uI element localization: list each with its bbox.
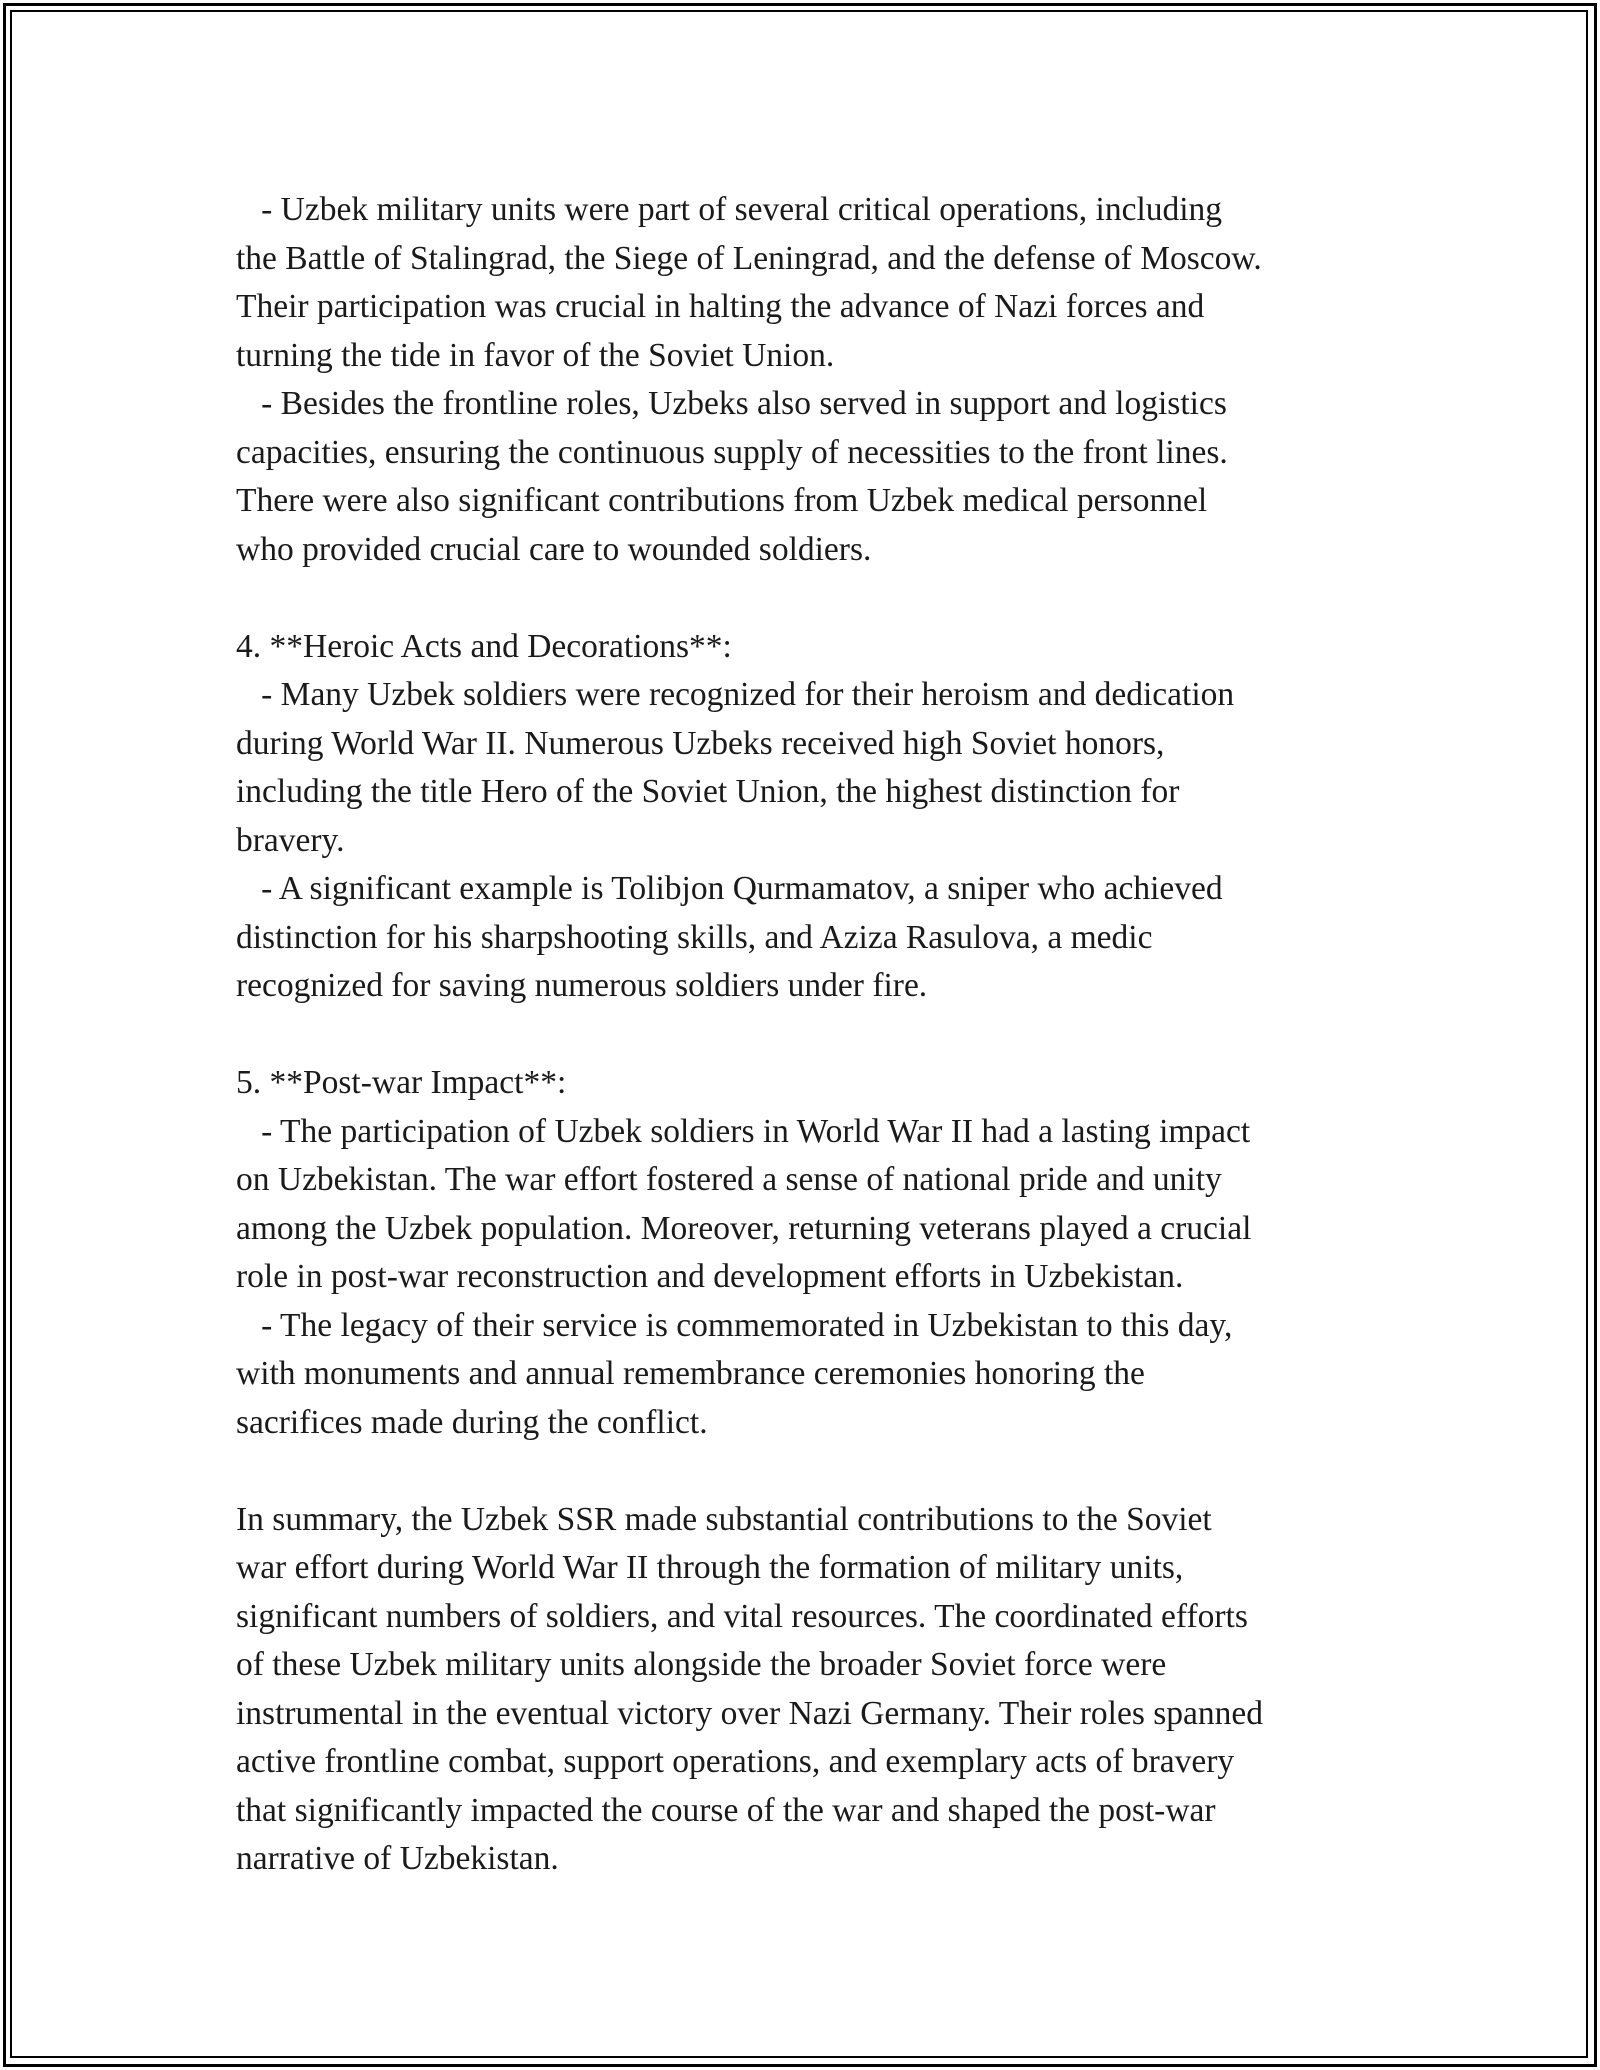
text-line: capacities, ensuring the continuous supply of necessities to the front lines. (236, 433, 1228, 471)
text-line: active frontline combat, support operations, and exemplary acts of bravery (236, 1743, 1235, 1780)
text-line: Their participation was crucial in halting the advance of Nazi forces and (236, 288, 1205, 325)
section-heading-heroic-acts (236, 623, 1396, 672)
text-line: turning the tide in favor of the Soviet Union. (236, 336, 835, 374)
text-line: significant numbers of soldiers, and vital resources. The coordinated efforts (236, 1597, 1248, 1635)
text-line: In summary, the Uzbek SSR made substantial contributions to the Soviet (236, 1500, 1212, 1538)
blank-line (236, 1011, 1396, 1060)
text-line: among the Uzbek population. Moreover, returning veterans played a crucial (236, 1209, 1252, 1247)
text-line: war effort during World War II through the formation of military units, (236, 1549, 1184, 1586)
text-line: - The legacy of their service is commemorated in Uzbekistan to this day, (236, 1306, 1233, 1344)
bullet-heroism-honors (236, 671, 1396, 865)
text-line: the Battle of Stalingrad, the Siege of Leningrad, and the defense of Moscow. (236, 239, 1262, 277)
blank-line (236, 1447, 1396, 1496)
text-line: on Uzbekistan. The war effort fostered a sense of national pride and unity (236, 1161, 1222, 1198)
bullet-lasting-impact (236, 1108, 1396, 1302)
text-line: instrumental in the eventual victory over Nazi Germany. Their roles spanned (236, 1694, 1264, 1732)
text-line: narrative of Uzbekistan. (236, 1840, 559, 1877)
bullet-significant-example (236, 865, 1396, 1011)
text-line: bravery. (236, 821, 345, 859)
text-line: - Uzbek military units were part of several critical operations, including (236, 191, 1223, 228)
bullet-support-logistics (236, 380, 1396, 574)
text-line: role in post-war reconstruction and development efforts in Uzbekistan. (236, 1258, 1184, 1295)
bullet-military-operations (236, 186, 1396, 380)
text-line: sacrifices made during the conflict. (236, 1403, 708, 1441)
text-line: distinction for his sharpshooting skills, and Aziza Rasulova, a medic (236, 918, 1153, 956)
text-line: with monuments and annual remembrance ceremonies honoring the (236, 1355, 1145, 1392)
summary-paragraph (236, 1496, 1396, 1884)
text-line: There were also significant contributions from Uzbek medical personnel (236, 482, 1208, 519)
text-line: who provided crucial care to wounded soldiers. (236, 530, 872, 568)
document-body (236, 186, 1396, 1884)
blank-line (236, 574, 1396, 623)
text-line: - Besides the frontline roles, Uzbeks also served in support and logistics (236, 385, 1227, 422)
bullet-legacy (236, 1302, 1396, 1448)
text-line: during World War II. Numerous Uzbeks received high Soviet honors, (236, 724, 1165, 762)
text-line: recognized for saving numerous soldiers under fire. (236, 967, 928, 1004)
heading-line: 5. **Post-war Impact**: (236, 1064, 567, 1101)
heading-line: 4. **Heroic Acts and Decorations**: (236, 627, 732, 665)
text-line: that significantly impacted the course of the war and shaped the post-war (236, 1791, 1216, 1829)
text-line: - A significant example is Tolibjon Qurmamatov, a sniper who achieved (236, 870, 1223, 907)
text-line: - Many Uzbek soldiers were recognized for their heroism and dedication (236, 676, 1235, 713)
text-line: including the title Hero of the Soviet Union, the highest distinction for (236, 773, 1180, 810)
text-line: of these Uzbek military units alongside the broader Soviet force were (236, 1646, 1167, 1683)
text-line: - The participation of Uzbek soldiers in World War II had a lasting impact (236, 1112, 1251, 1150)
section-heading-post-war-impact (236, 1059, 1396, 1108)
